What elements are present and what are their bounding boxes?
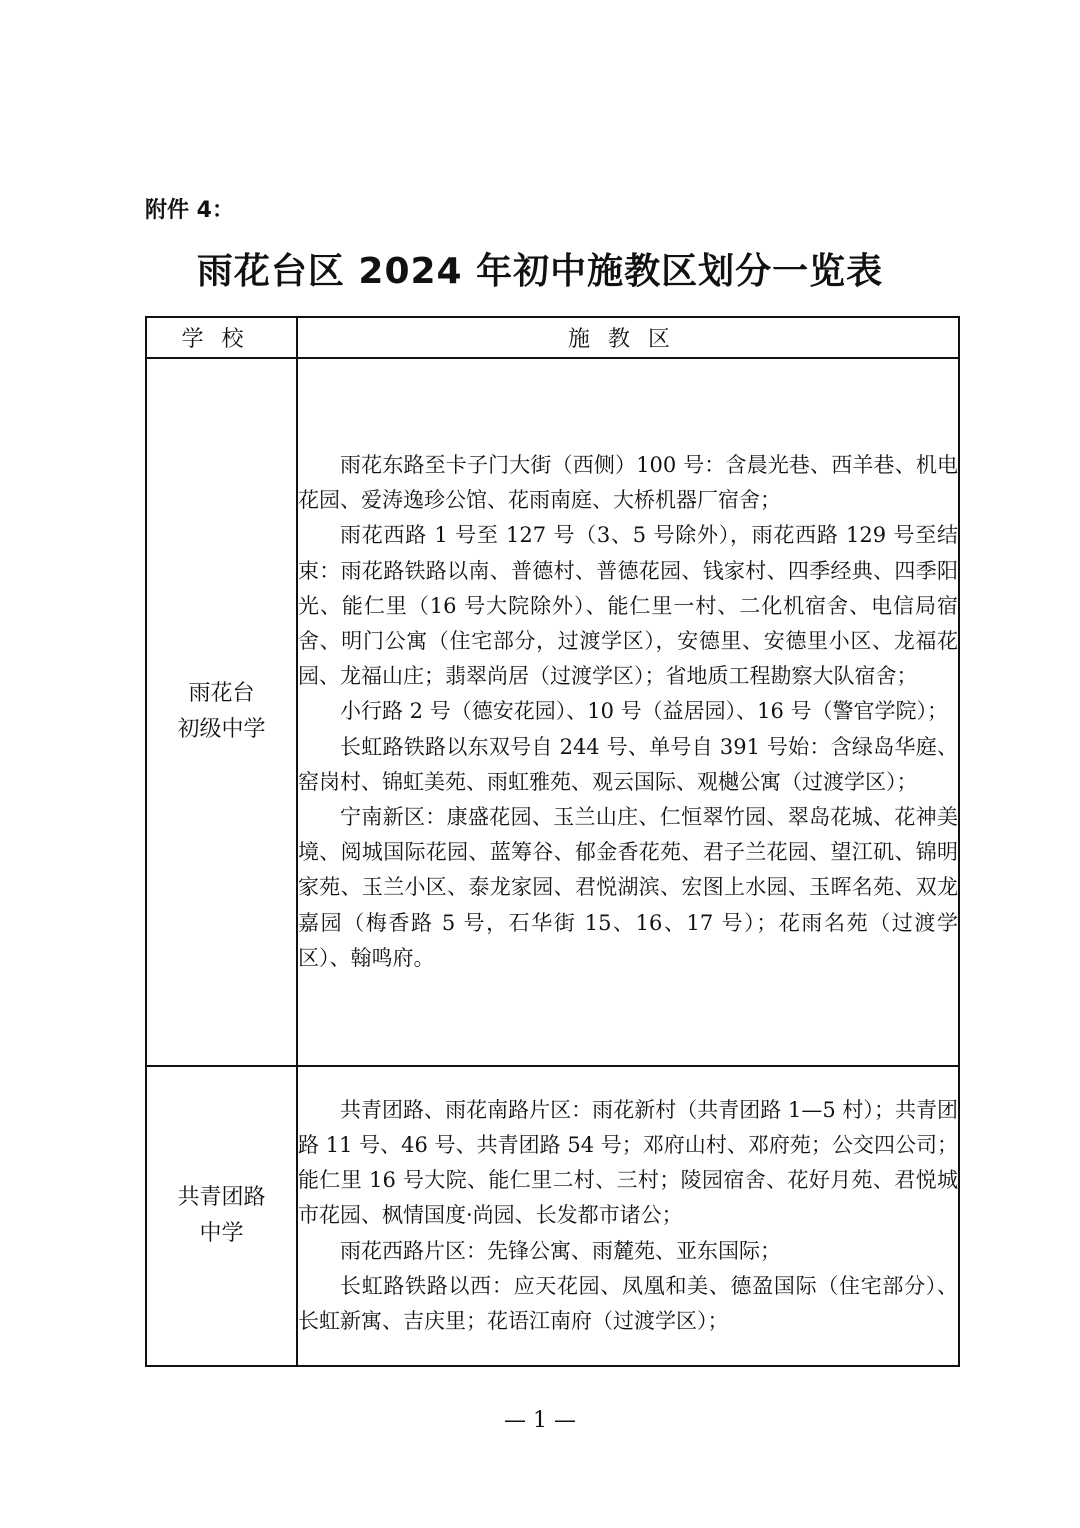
header-zone: 施教区 xyxy=(297,317,959,358)
table-row xyxy=(146,358,959,1066)
zone-paragraph: 小行路 2 号（德安花园）、10 号（益居园）、16 号（警官学院）； xyxy=(340,699,949,724)
school-name-cell xyxy=(146,358,297,1066)
zone-cell xyxy=(297,1066,959,1366)
school-name-cell xyxy=(146,1066,297,1366)
school-name-line: 雨花台 xyxy=(188,681,255,706)
school-name-line: 初级中学 xyxy=(177,717,266,742)
zone-paragraph: 共青团路、雨花南路片区：雨花新村（共青团路 1—5 村）；共青团路 11 号、46 号、共青团路 54 号；邓府山村、邓府苑；公交四公司；能仁里 16 号大院、能仁里二村、三村；陵园宿舍、花好月苑、君悦城市花园、枫情国度·尚园、长发都市诸公； xyxy=(298,1097,958,1228)
table-row xyxy=(146,1066,959,1366)
zone-paragraph: 雨花西路 1 号至 127 号（3、5 号除外），雨花西路 129 号至结束：雨花路铁路以南、普德村、普德花园、钱家村、四季经典、四季阳光、能仁里（16 号大院除外）、能仁里一村、二化机宿舍、电信局宿舍、明门公寓（住宅部分，过渡学区），安德里、安德里小区、龙福花园、龙福山庄；翡翠尚居（过渡学区）；省地质工程勘察大队宿舍； xyxy=(298,523,958,689)
school-name-line: 中学 xyxy=(199,1221,244,1246)
zone-paragraph: 雨花东路至卡子门大街（西侧）100 号：含晨光巷、西羊巷、机电花园、爱涛逸珍公馆、花雨南庭、大桥机器厂宿舍； xyxy=(298,452,958,513)
school-name-line: 共青团路 xyxy=(177,1185,266,1210)
zone-cell xyxy=(297,358,959,1066)
school-zone-table xyxy=(145,316,960,1367)
zone-paragraph: 长虹路铁路以东双号自 244 号、单号自 391 号始：含绿岛华庭、窑岗村、锦虹美苑、雨虹雅苑、观云国际、观樾公寓（过渡学区）； xyxy=(298,734,958,794)
zone-paragraph: 宁南新区：康盛花园、玉兰山庄、仁恒翠竹园、翠岛花城、花神美境、阅城国际花园、蓝筹谷、郁金香花苑、君子兰花园、望江矶、锦明家苑、玉兰小区、泰龙家园、君悦湖滨、宏图上水园、玉晖名苑、双龙嘉园（梅香路 5 号，石华街 15、16、17 号）；花雨名苑（过渡学区）、翰鸣府。 xyxy=(298,805,958,970)
zone-paragraph: 长虹路铁路以西：应天花园、凤凰和美、德盈国际（住宅部分）、长虹新寓、吉庆里；花语江南府（过渡学区）； xyxy=(298,1273,958,1333)
zone-paragraph: 雨花西路片区：先锋公寓、雨麓苑、亚东国际； xyxy=(340,1238,781,1263)
header-school: 学校 xyxy=(146,317,297,358)
page-number: — 1 — xyxy=(504,1408,576,1433)
table-header-row xyxy=(146,317,959,358)
document-title: 雨花台区 2024 年初中施教区划分一览表 xyxy=(196,251,884,292)
attachment-label: 附件 4： xyxy=(145,198,234,223)
